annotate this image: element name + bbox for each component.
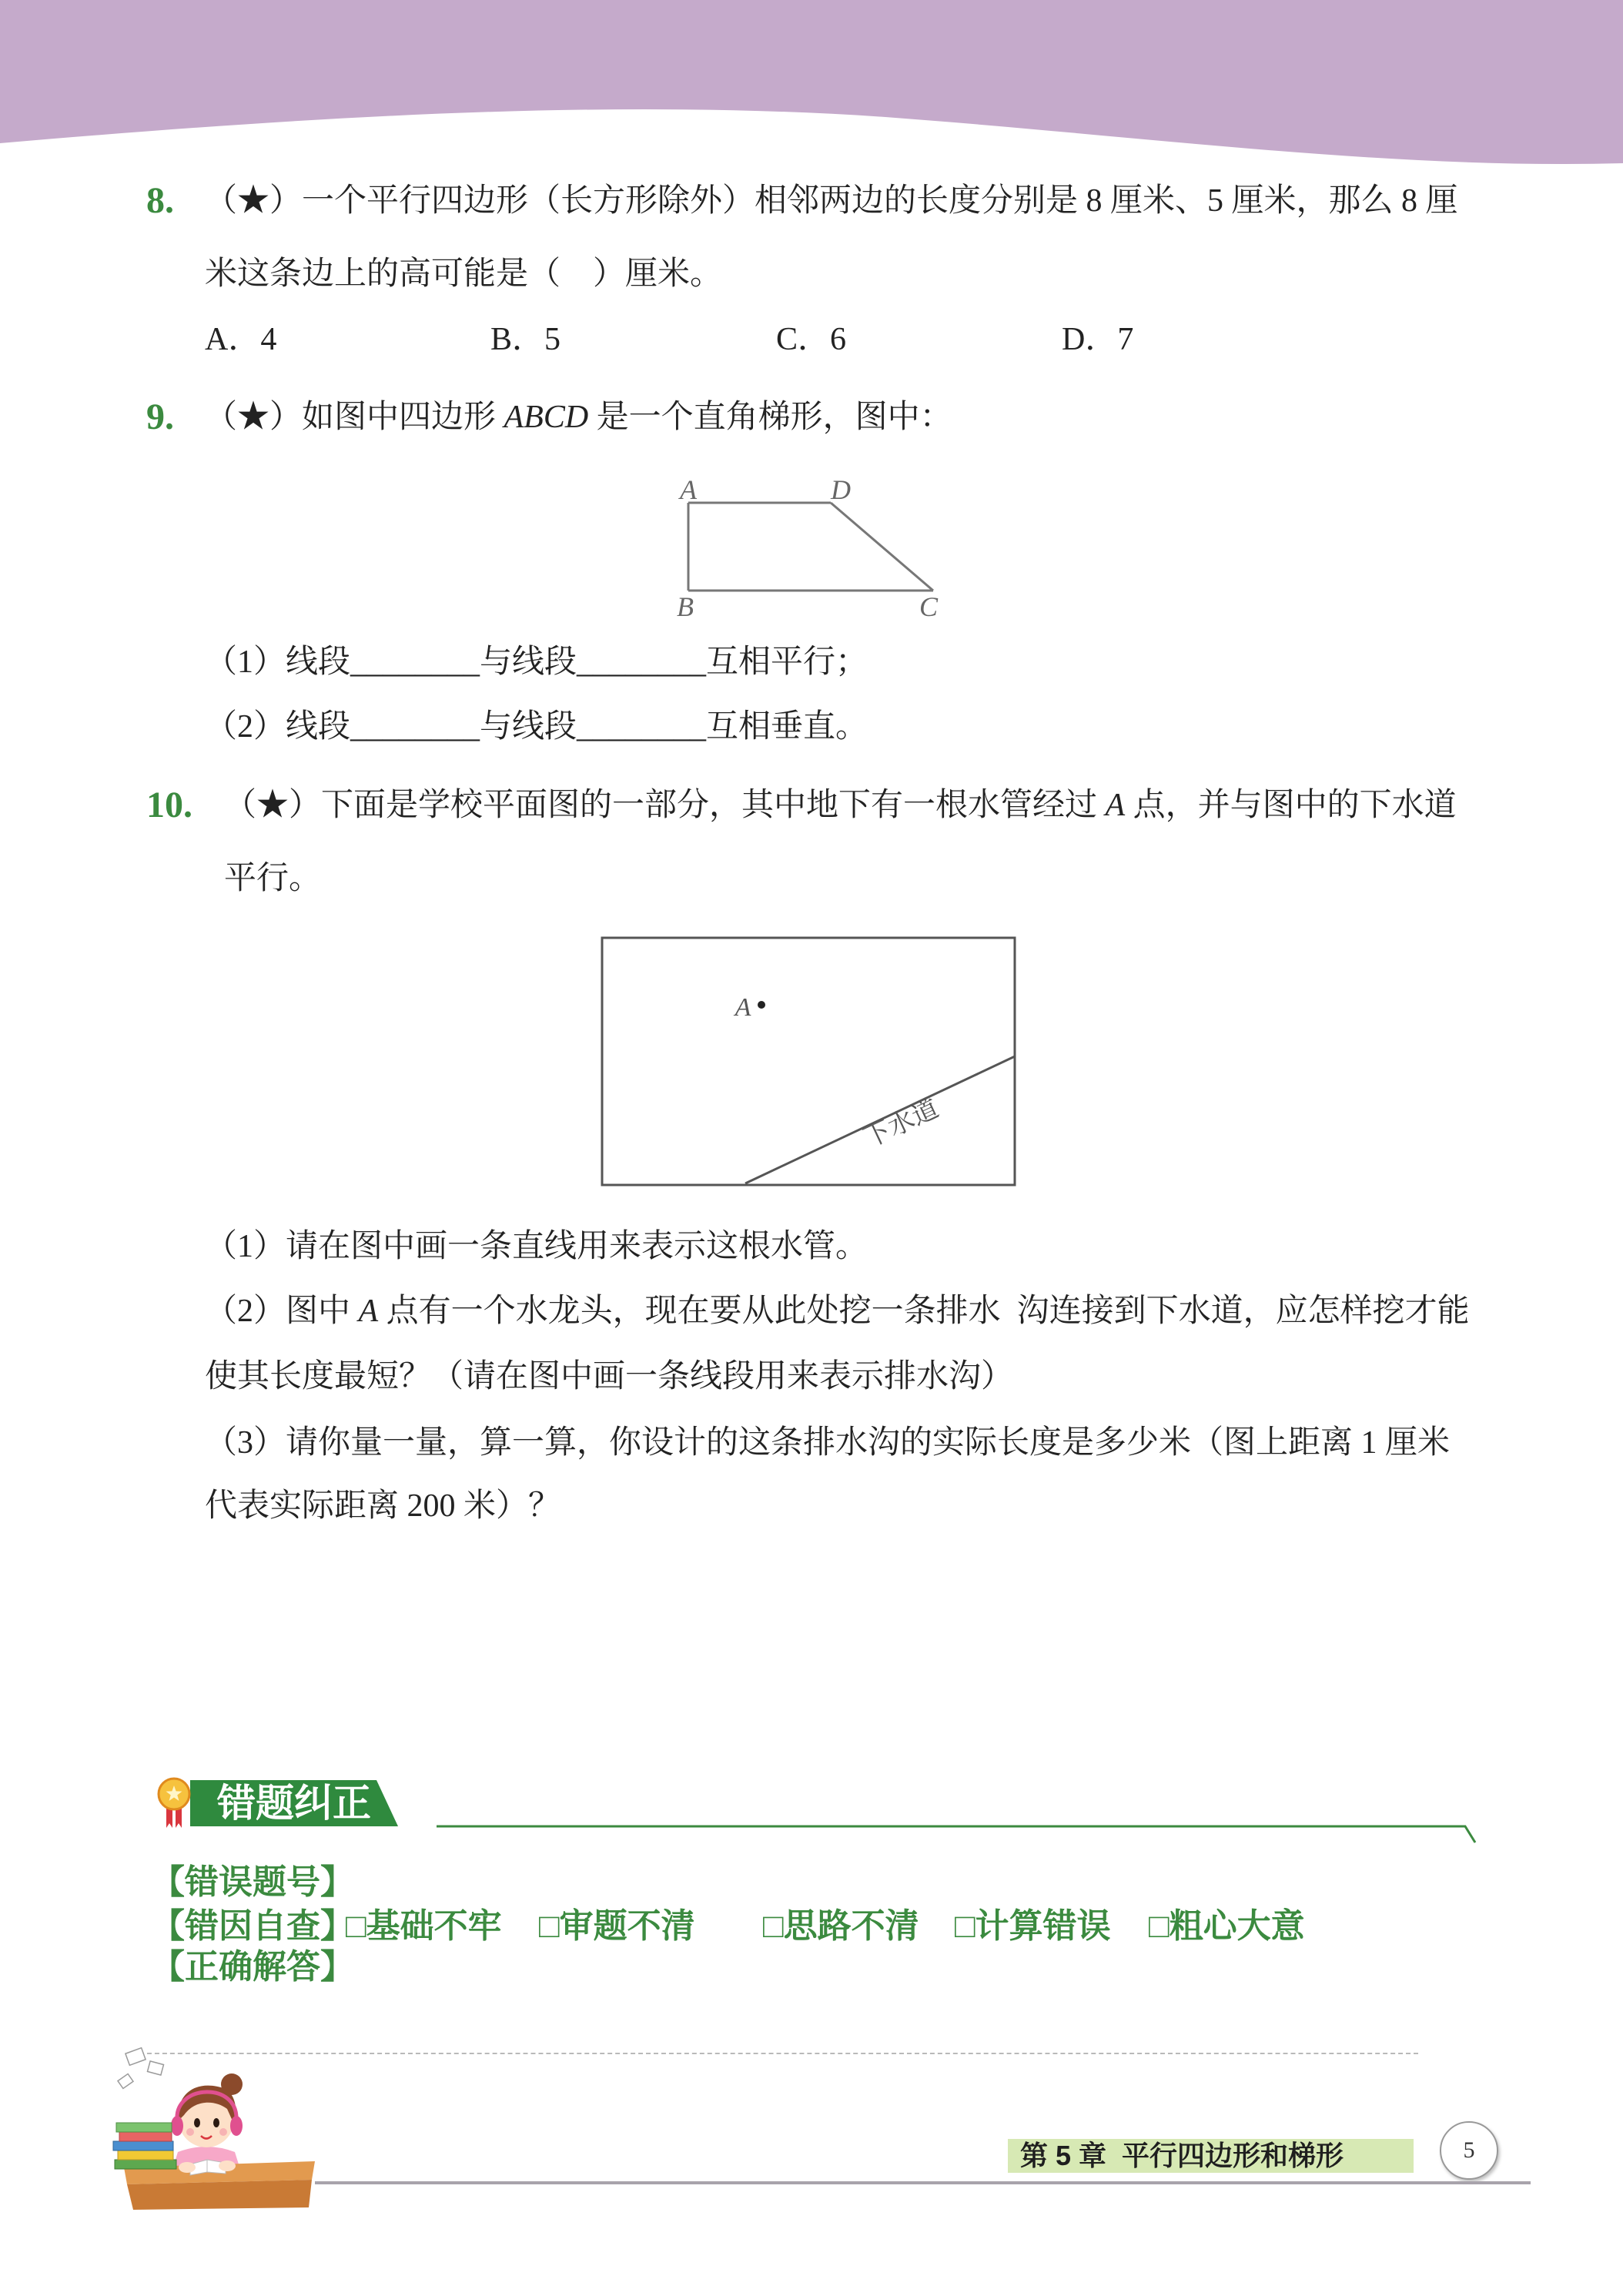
drain-label: 下水道 [859, 1094, 943, 1154]
point-a-dot [758, 1001, 765, 1009]
question-10-sub-2-line-2: 使其长度最短？（请在图中画一条线段用来表示排水沟） [205, 1359, 1014, 1394]
vertex-label-a: A [680, 474, 697, 505]
vertex-label-b: B [677, 591, 694, 622]
question-9-sub-1 [205, 639, 868, 685]
flying-papers [118, 2048, 163, 2089]
point-name: A [358, 1294, 379, 1329]
cause-checkbox-thinking: □思路不清 [763, 1907, 919, 1945]
stem-text: （★）下面是学校平面图的一部分，其中地下有一根水管经过 [224, 788, 1106, 823]
section-title: 错题纠正 [217, 1782, 371, 1825]
header-wave-shape [0, 0, 1623, 164]
cause-checkbox-basics: □基础不牢 [346, 1907, 502, 1945]
book-stack [113, 2123, 176, 2169]
girl-hair-bun [221, 2073, 243, 2095]
medal-icon [159, 1779, 189, 1828]
stem-text-end: 点，并与图中的下水道 [1125, 788, 1457, 823]
question-10-number: 10. [146, 785, 192, 825]
question-9-stem [205, 394, 952, 440]
desk-front [127, 2180, 312, 2210]
footer-rule [315, 2181, 1531, 2184]
answer-blank: ________ [350, 644, 480, 680]
girl-hand-left [179, 2162, 196, 2173]
sub-1-prefix: （1）线段 [205, 644, 351, 680]
answer-blank: ________ [350, 709, 480, 745]
question-10-stem-line-2: 平行。 [224, 861, 322, 896]
sub-2-prefix: （2）线段 [205, 709, 351, 745]
plan-boundary [602, 938, 1015, 1185]
correct-answer-label: 【正确解答】 [151, 1948, 354, 1986]
question-9-sub-2 [205, 704, 868, 750]
footer-dashed-divider [139, 2053, 1418, 2054]
sub-2-text-end: 点有一个水龙头，现在要从此处挖一条排水 沟连接到下水道，应怎样挖才能 [378, 1294, 1470, 1329]
sub-1-suffix: 互相平行； [706, 644, 868, 680]
point-name: A [1105, 788, 1126, 823]
header-wave-band [0, 0, 1623, 177]
girl-cheek-left [186, 2128, 194, 2136]
question-8-stem-line-1: （★）一个平行四边形（长方形除外）相邻两边的长度分别是 8 厘米、5 厘米，那么 8 厘 [205, 183, 1458, 219]
school-plan-figure [585, 924, 1032, 1201]
student-reading-illustration [110, 2044, 318, 2217]
question-9-stem-shape-name: ABCD [504, 400, 589, 435]
answer-blank: ________ [577, 709, 707, 745]
point-a-label: A [735, 993, 751, 1022]
cause-checkbox-calculation: □计算错误 [955, 1907, 1111, 1945]
error-cause-label: 【错因自查】 [151, 1907, 354, 1945]
question-9-stem-text: （★）如图中四边形 [205, 400, 504, 435]
question-8-stem-line-2: 米这条边上的高可能是（ ）厘米。 [205, 256, 723, 292]
question-8-number: 8. [146, 180, 174, 221]
girl-eye-right [213, 2118, 219, 2127]
girl-cheek-right [219, 2128, 227, 2136]
question-8-option-b: B．5 [490, 322, 561, 357]
vertex-label-c: C [919, 591, 939, 622]
cause-checkbox-reading: □审题不清 [539, 1907, 695, 1945]
wrong-question-number-label: 【错误题号】 [151, 1863, 354, 1901]
question-8-option-a: A．4 [205, 322, 277, 357]
chapter-label: 第 5 章 平行四边形和梯形 [1008, 2139, 1414, 2173]
question-8-option-c: C．6 [776, 322, 847, 357]
side-dc [831, 503, 933, 591]
sub-2-text: （2）图中 [205, 1294, 359, 1329]
question-9-stem-text-end: 是一个直角梯形，图中： [588, 400, 952, 435]
question-8-option-d: D．7 [1062, 322, 1134, 357]
question-10-stem-line-1 [224, 782, 1457, 828]
right-trapezoid-figure [654, 462, 978, 631]
sub-2-middle: 与线段 [480, 709, 577, 745]
question-10-sub-3-line-1: （3）请你量一量，算一算，你设计的这条排水沟的实际长度是多少米（图上距离 1 厘米 [205, 1425, 1451, 1461]
cause-checkbox-careless: □粗心大意 [1149, 1907, 1305, 1945]
girl-eye-left [194, 2118, 200, 2127]
vertex-label-d: D [831, 474, 851, 505]
question-10-sub-1: （1）请在图中画一条直线用来表示这根水管。 [205, 1229, 868, 1264]
question-10-sub-2-line-1 [205, 1288, 1470, 1334]
sub-1-middle: 与线段 [480, 644, 577, 680]
section-divider-line [437, 1826, 1475, 1842]
girl-hand-right [219, 2160, 236, 2171]
page-number: 5 [1440, 2121, 1498, 2180]
question-9-number: 9. [146, 397, 174, 437]
question-10-sub-3-line-2: 代表实际距离 200 米）？ [205, 1488, 561, 1524]
answer-blank: ________ [577, 644, 707, 680]
sub-2-suffix: 互相垂直。 [706, 709, 868, 745]
